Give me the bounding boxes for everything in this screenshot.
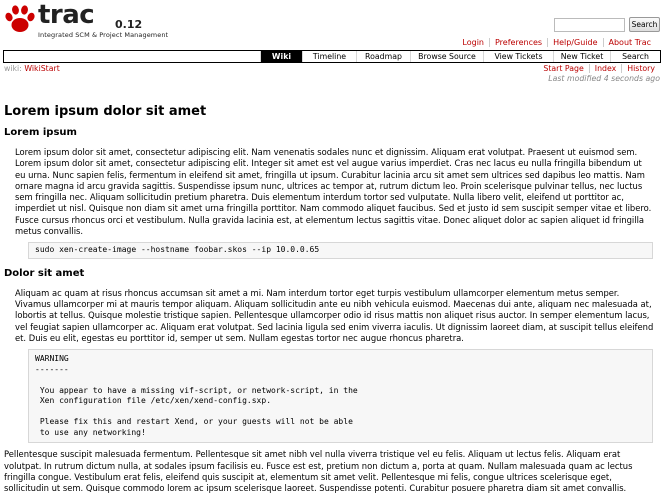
logo-wordmark: trac <box>38 0 95 30</box>
warning-code-block: WARNING ------- You appear to have a missing vif-script, or network-script, in the Xen configuration file /etc/xen/xend-config.sxp. Please fix this and restart Xend, or your guests will not be able to use any networking! <box>28 349 653 443</box>
section-heading-dolor-sit-amet: Dolor sit amet <box>4 267 85 279</box>
trac-logo[interactable] <box>4 2 179 40</box>
breadcrumb-page-link[interactable]: WikiStart <box>24 64 60 73</box>
login-link[interactable]: Login <box>462 38 484 47</box>
meta-nav <box>457 38 656 47</box>
help-guide-link[interactable]: Help/Guide <box>547 38 602 47</box>
tab-browse-source[interactable]: Browse Source <box>410 51 483 62</box>
history-link[interactable]: History <box>621 64 660 73</box>
page-title: Lorem ipsum dolor sit amet <box>4 104 207 119</box>
main-nav <box>3 50 661 63</box>
last-modified: Last modified 4 seconds ago <box>548 74 660 83</box>
logo-subtitle: Integrated SCM & Project Management <box>38 31 169 39</box>
section-paragraph: Lorem ipsum dolor sit amet, consectetur adipiscing elit. Nam venenatis sodales nunc et dignissim. Aliquam erat volutpat. Praesent ut euismod sem. Lorem ipsum dolor sit amet, consectetur adipiscing elit. Integer sit amet est vel augue varius imperdiet. Cras nec lacus eu nulla fringilla bibendum ut eu urna. Nunc sapien felis, fermentum in eleifend sit amet, fringilla ut ipsum. Curabitur lacinia arcu sit amet sem ultrices sed dapibus leo mattis. Nam ornare magna id arcu gravida sagittis. Suspendisse ipsum nunc, ultrices ac tempor at, rutrum dictum leo. Proin scelerisque pulvinar tellus, nec luctus sem fringilla nec. Aliquam sollicitudin pretium pharetra. Duis elementum interdum tortor sed vulputate. Nulla libero velit, eleifend ut porttitor ac, imperdiet ut nisl. Quisque non diam sit amet urna fringilla porttitor. Nam commodo aliquet faucibus. Sed et justo id sem suscipit semper vitae et libero. Fusce cursus rhoncus orci et vestibulum. Nulla gravida lacinia est, at elementum lectus sagittis vitae. Donec aliquet dolor ac sapien aliquet id fringilla metus convallis. <box>15 147 652 237</box>
section-heading-lorem-ipsum: Lorem ipsum <box>4 127 77 138</box>
tab-timeline[interactable]: Timeline <box>302 51 356 62</box>
tab-view-tickets[interactable]: View Tickets <box>483 51 553 62</box>
paw-print-icon <box>4 4 36 34</box>
section-paragraph: Aliquam ac quam at risus rhoncus accumsan sit amet a mi. Nam interdum tortor eget turpis vestibulum ullamcorper elementum metus semper. Vivamus ullamcorper mi at mauris tempor aliquam. Aliquam sollicitudin ante eu nibh vehicula euismod. Maecenas dui ante, aliquam nec malesuada at, lobortis at tellus. Quisque molestie tristique sapien. Pellentesque ullamcorper odio id risus mattis non aliquet risus auctor. In semper elementum lacus, vel feugiat sapien ullamcorper ac. Aliquam erat volutpat. Sed lacinia ligula sed enim viverra iaculis. Ut dignissim laoreet diam, at suscipit tellus eleifend et. Duis eu elit, egestas eu porttitor id, semper ut sem. Nullam egestas tortor nec augue rhoncus pharetra. <box>15 287 654 344</box>
wiki-content <box>4 98 660 495</box>
context-nav <box>538 64 660 73</box>
logo-version: 0.12 <box>115 18 143 31</box>
tab-new-ticket[interactable]: New Ticket <box>553 51 610 62</box>
breadcrumb-prefix: wiki: <box>4 64 22 73</box>
start-page-link[interactable]: Start Page <box>543 64 584 73</box>
tab-wiki[interactable]: Wiki <box>260 51 302 62</box>
index-link[interactable]: Index <box>589 64 621 73</box>
breadcrumb <box>4 64 60 73</box>
tab-search[interactable]: Search <box>610 51 660 62</box>
preferences-link[interactable]: Preferences <box>489 38 547 47</box>
final-paragraph: Pellentesque suscipit malesuada fermentum. Pellentesque sit amet nibh vel nulla viverra tristique vel eu felis. Aliquam ut lectus felis. Aliquam erat volutpat. In rutrum dictum nulla, at sodales ipsum facilisis eu. Fusce est est, pretium non dictum a, porta at quam. Nullam malesuada quam ac lectus fringilla congue. Vestibulum erat felis, eleifend quis suscipit at, elementum sit amet velit. Pellentesque mi felis, congue ultrices scelerisque eget, sollicitudin ut sem. Quisque commodo lorem ac ipsum scelerisque laoreet. Suspendisse potenti. Curabitur posuere pharetra diam sit amet convallis. <box>4 449 633 494</box>
search-input[interactable] <box>554 18 625 32</box>
tab-roadmap[interactable]: Roadmap <box>356 51 410 62</box>
search-button[interactable]: Search <box>629 17 660 32</box>
about-trac-link[interactable]: About Trac <box>603 38 657 47</box>
code-block: sudo xen-create-image --hostname foobar.skos --ip 10.0.0.65 <box>28 242 653 259</box>
